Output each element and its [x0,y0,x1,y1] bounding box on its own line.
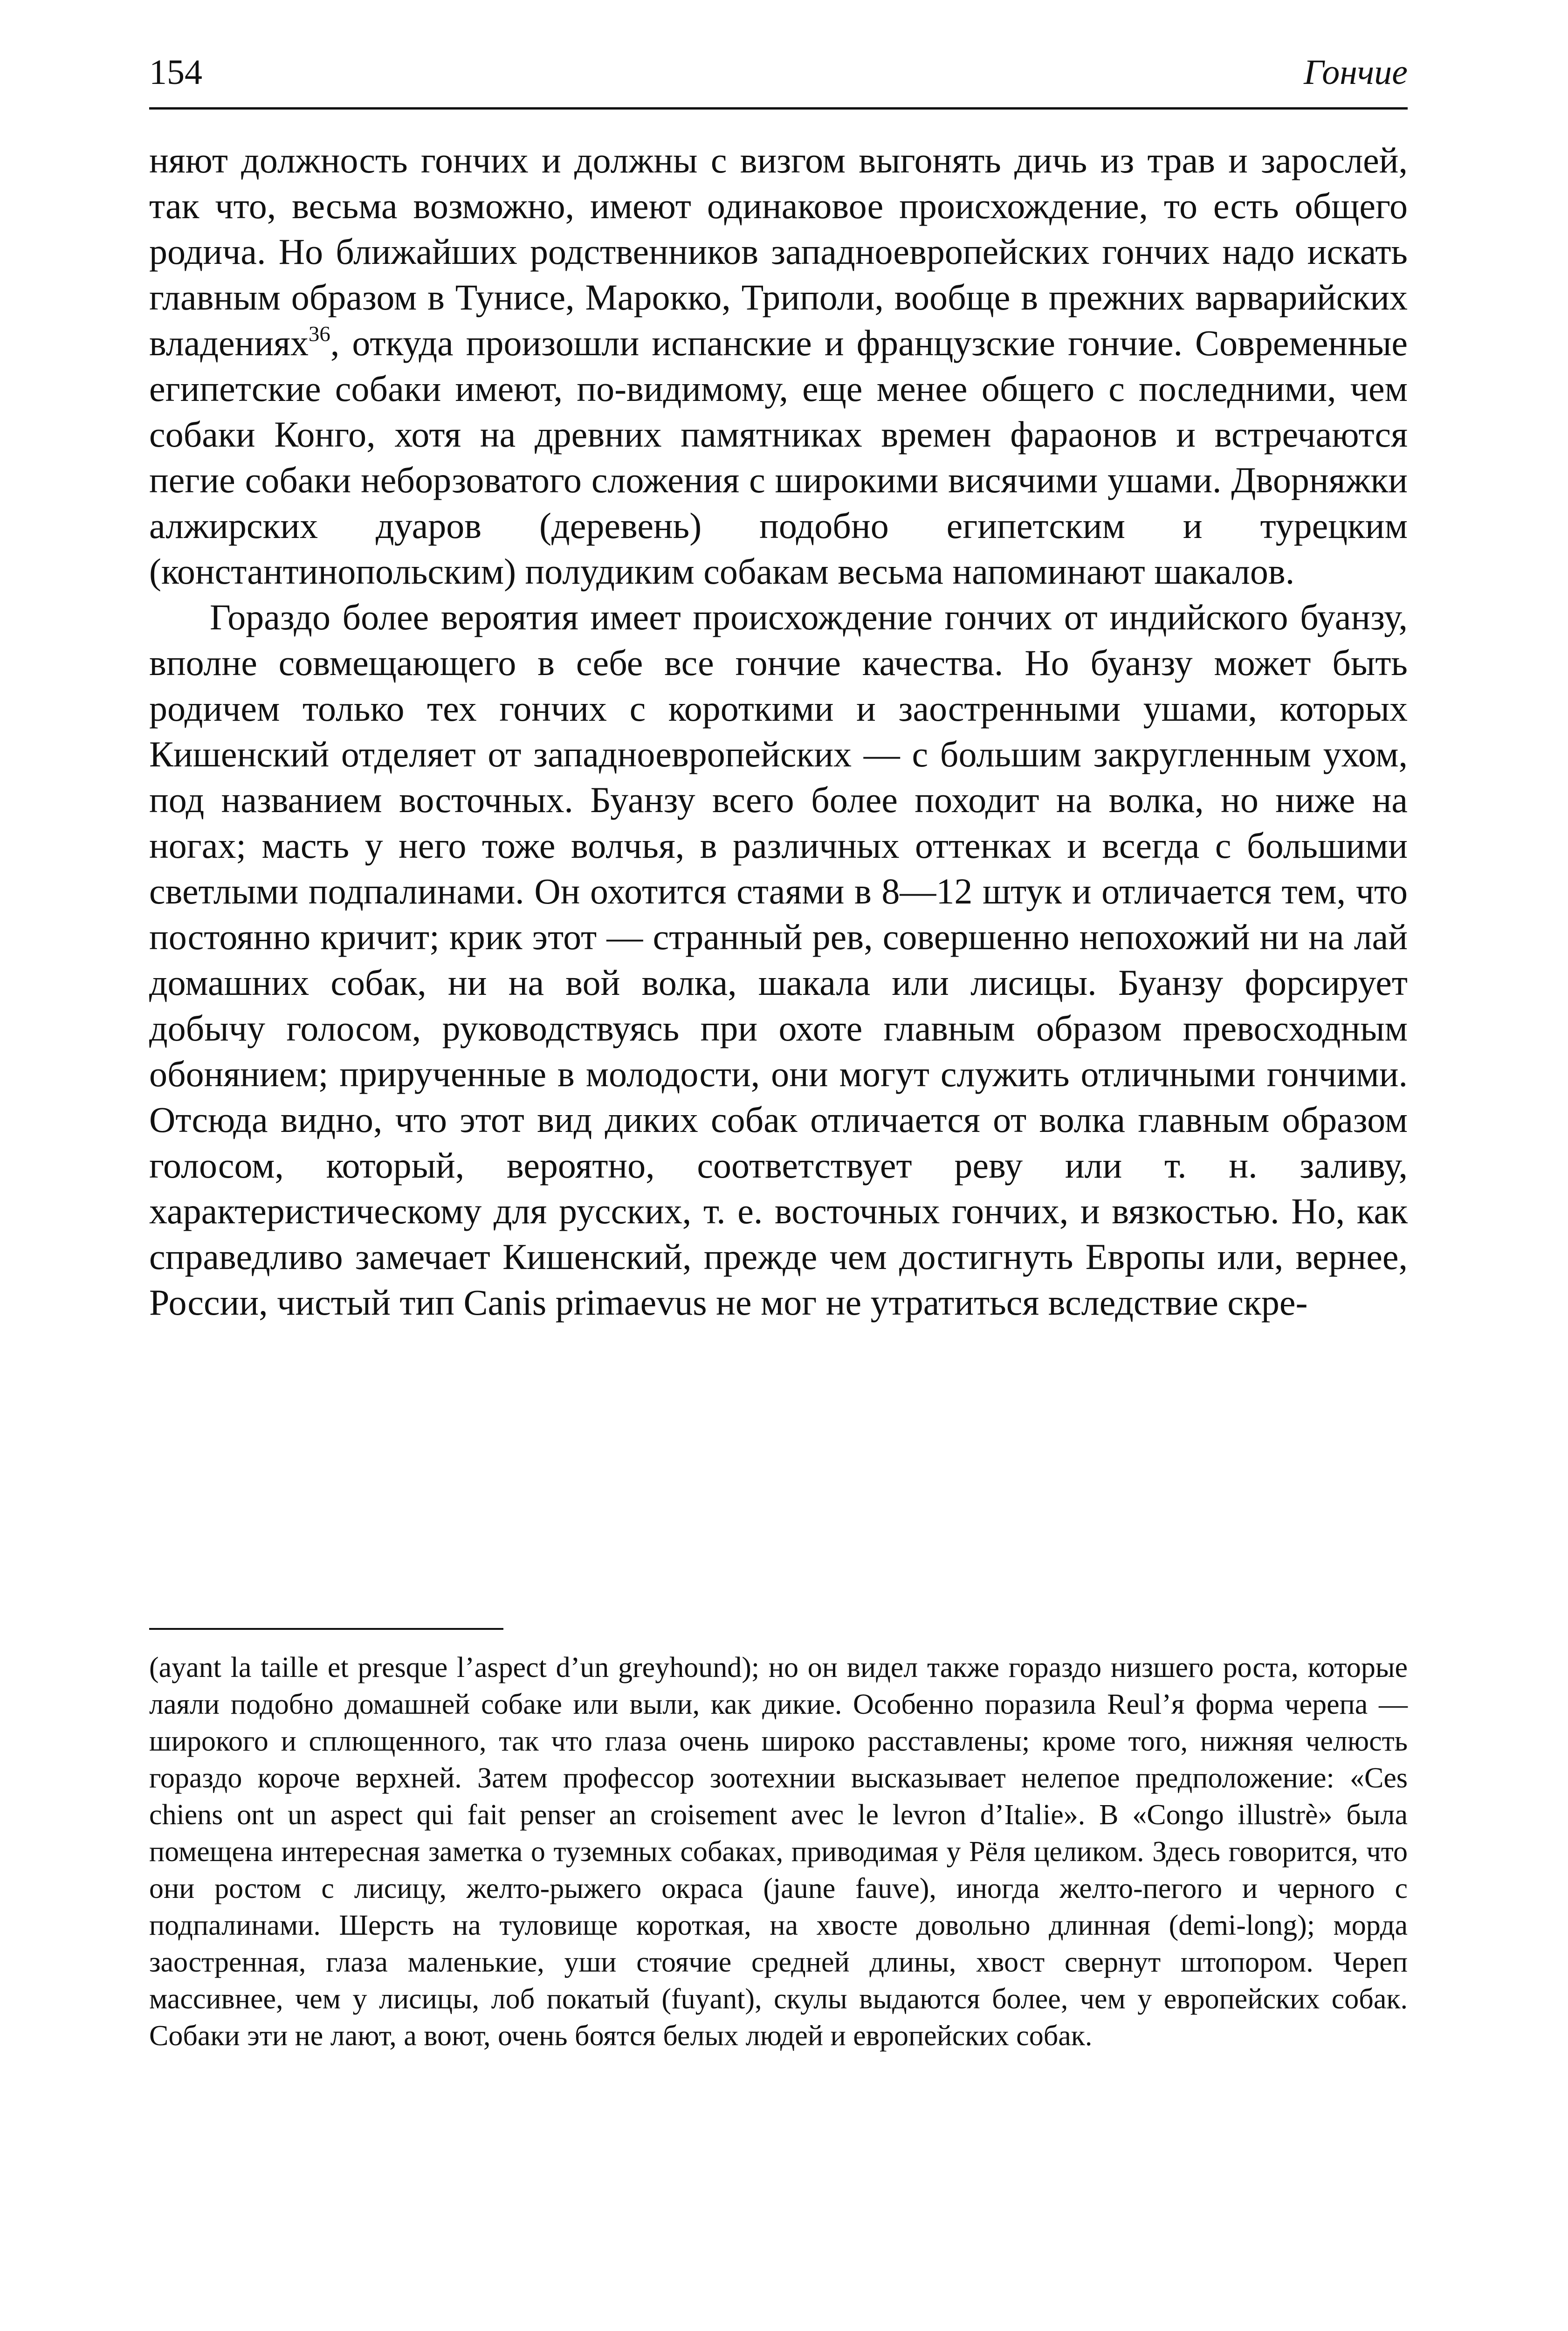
paragraph-1-start: няют должность гончих и должны с визгом выгонять дичь из трав и зарослей, так что, весьма возможно, имеют одинаковое происхождение, то есть общего родича. Но ближайших родственников западноевропейских гончих надо искать главным образом в Тунисе, Марокко, Триполи, вообще в прежних варварийских владениях [149,140,1408,363]
footnote-separator [149,1628,503,1630]
footnote-reference: 36 [309,322,330,346]
paragraph-1 [149,138,1408,594]
header-rule [149,107,1408,110]
main-text [149,138,1408,1325]
footnote-text: (ayant la taille et presque l’aspect d’un greyhound); но он видел также гораздо низшего роста, которые лаяли подобно домашней собаке или выли, как дикие. Особенно поразила Reul’я форма черепа — широкого и сплющенного, так что глаза очень широко расставлены; кроме того, нижняя челюсть гораздо короче верхней. Затем профессор зоотехнии высказывает нелепое предположение: «Ces chiens ont un aspect qui fait penser an croisement avec le levron d’Italie». В «Congo illustrè» была помещена интересная заметка о туземных собаках, приводимая у Рёля целиком. Здесь говорится, что они ростом с лисицу, желто-рыжего окраса (jaune fauve), иногда желто-пегого и черного с подпалинами. Шерсть на туловище короткая, на хвосте довольно длинная (demi-long); морда заостренная, глаза маленькие, уши стоячие средней длины, хвост свернут штопором. Череп массивнее, чем у лисицы, лоб покатый (fuyant), скулы выдаются более, чем у европейских собак. Собаки эти не лают, а воют, очень боятся белых людей и европейских собак. [149,1652,1408,2052]
book-page [149,42,1408,2331]
running-title: Гончие [1304,53,1408,92]
paragraph-2: Гораздо более вероятия имеет происхождение гончих от индийского буанзу, вполне совмещающего в себе все гончие качества. Но буанзу может быть родичем только тех гончих с короткими и заостренными ушами, которых Кишенский отделяет от западноевропейских — с большим закругленным ухом, под названием восточных. Буанзу всего более походит на волка, но ниже на ногах; масть у него тоже волчья, в различных оттенках и всегда с большими светлыми подпалинами. Он охотится стаями в 8—12 штук и отличается тем, что постоянно кричит; крик этот — странный рев, совершенно непохожий ни на лай домашних собак, ни на вой волка, шакала или лисицы. Буанзу форсирует добычу голосом, руководствуясь при охоте главным образом превосходным обонянием; прирученные в молодости, они могут служить отличными гончими. Отсюда видно, что этот вид диких собак отличается от волка главным образом голосом, который, вероятно, соответствует реву или т. н. заливу, характеристическому для русских, т. е. восточных гончих, и вязкостью. Но, как справедливо замечает Кишенский, прежде чем достигнуть Европы или, вернее, России, чистый тип Canis primaevus не мог не утратиться вследствие скре- [149,597,1408,1323]
page-header [149,42,1408,103]
page-number: 154 [149,53,202,92]
paragraph-1-end: , откуда произошли испанские и французские гончие. Современные египетские собаки имеют, по-видимому, еще менее общего с последними, чем собаки Конго, хотя на древних памятниках времен фараонов и встречаются пегие собаки неборзоватого сложения с широкими висячими ушами. Дворняжки алжирских дуаров (деревень) подобно египетским и турецким (константинопольским) полудиким собакам весьма напоминают шакалов. [149,323,1408,592]
